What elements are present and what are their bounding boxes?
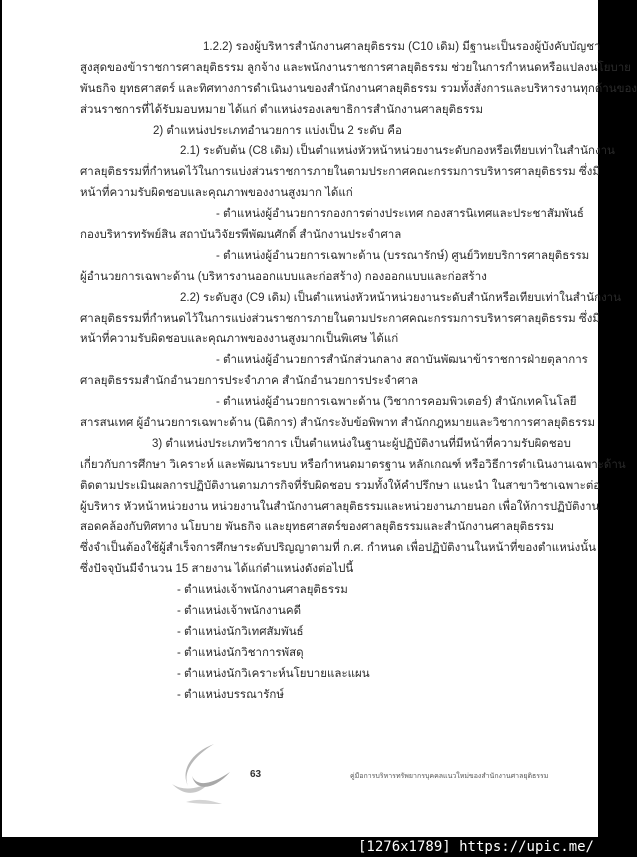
list-item: - ตำแหน่งนักวิเคราะห์นโยบายและแผน [177, 667, 370, 680]
page-number: 63 [250, 769, 262, 780]
image-watermark: [1276x1789] https://upic.me/ [357, 839, 594, 855]
paragraph-line: 1.2.2) รองผู้บริหารสำนักงานศาลยุติธรรม (C10 เดิม) มีฐานะเป็นรองผู้บังคับบัญชา [203, 41, 601, 53]
list-item: - ตำแหน่งเจ้าพนักงานศาลยุติธรรม [177, 584, 348, 597]
paragraph-line: 2.2) ระดับสูง (C9 เดิม) เป็นตำแหน่งหัวหน้าหน่วยงานระดับสำนักหรือเทียบเท่าในสำนักงาน [180, 291, 622, 304]
paragraph-line: เกี่ยวกับการศึกษา วิเคราะห์ และพัฒนาระบบ หรือกำหนดมาตรฐาน หลักเกณฑ์ หรือวิธีการดำเนินงานเฉพาะด้าน [80, 458, 626, 471]
paragraph-line: หน้าที่ความรับผิดชอบและคุณภาพของงานสูงมาก ได้แก่ [80, 187, 353, 200]
paragraph-line: 2.1) ระดับต้น (C8 เดิม) เป็นตำแหน่งหัวหน้าหน่วยงานระดับกองหรือเทียบเท่าในสำนักงาน [180, 145, 615, 158]
list-item: - ตำแหน่งนักวิเทศสัมพันธ์ [177, 625, 304, 638]
paragraph-line: - ตำแหน่งผู้อำนวยการเฉพาะด้าน (วิชาการคอมพิวเตอร์) สำนักเทคโนโลยี [216, 396, 577, 409]
paragraph-line: ซึ่งปัจจุบันมีจำนวน 15 สายงาน ได้แก่ตำแหน่งดังต่อไปนี้ [80, 563, 354, 576]
list-item: - ตำแหน่งนักวิชาการพัสดุ [177, 646, 304, 659]
paragraph-line: - ตำแหน่งผู้อำนวยการกองการต่างประเทศ กองสารนิเทศและประชาสัมพันธ์ [216, 208, 584, 221]
paragraph-line: สอดคล้องกับทิศทาง นโยบาย พันธกิจ และยุทธศาสตร์ของศาลยุติธรรมและสำนักงานศาลยุติธรรม [80, 521, 555, 534]
section-heading: 3) ตำแหน่งประเภทวิชาการ เป็นตำแหน่งในฐานะผู้ปฏิบัติงานที่มีหน้าที่ความรับผิดชอบ [152, 437, 571, 450]
paragraph-line: พันธกิจ ยุทธศาสตร์ และทิศทางการดำเนินงานของสำนักงานศาลยุติธรรม รวมทั้งสั่งการและบริหารงานทุกด้านของ [80, 82, 637, 95]
paragraph-line: ผู้อำนวยการเฉพาะด้าน (บริหารงานออกแบบและก่อสร้าง) กองออกแบบและก่อสร้าง [80, 270, 487, 283]
paragraph-line: ติดตามประเมินผลการปฏิบัติงานตามภารกิจที่รับผิดชอบ รวมทั้งให้คำปรึกษา แนะนำ ในสาขาวิชาเฉพาะต่อ [80, 479, 601, 492]
paragraph-line: ศาลยุติธรรมที่กำหนดไว้ในการแบ่งส่วนราชการภายในตามประกาศคณะกรรมการบริหารศาลยุติธรรม ซึ่งมี [80, 166, 600, 179]
document-page [2, 0, 637, 837]
paragraph-line: - ตำแหน่งผู้อำนวยการเฉพาะด้าน (บรรณารักษ์) ศูนย์วิทยบริการศาลยุติธรรม [216, 249, 590, 262]
swoosh-logo-icon [170, 742, 232, 804]
paragraph-line: สูงสุดของข้าราชการศาลยุติธรรม ลูกจ้าง และพนักงานราชการศาลยุติธรรม ช่วยในการกำหนดหรือแปลงนโยบาย [80, 61, 631, 74]
paragraph-line: - ตำแหน่งผู้อำนวยการสำนักส่วนกลาง สถาบันพัฒนาข้าราชการฝ่ายตุลาการ [216, 354, 588, 367]
list-item: - ตำแหน่งเจ้าพนักงานคดี [177, 605, 302, 618]
section-heading: 2) ตำแหน่งประเภทอำนวยการ แบ่งเป็น 2 ระดับ คือ [153, 124, 402, 137]
body-text [80, 37, 637, 706]
paragraph-line: ซึ่งจำเป็นต้องใช้ผู้สำเร็จการศึกษาระดับปริญญาตามที่ ก.ศ. กำหนด เพื่อปฏิบัติงานในหน้าที่ของตำแหน่งนั้น [80, 542, 596, 555]
paragraph-line: หน้าที่ความรับผิดชอบและคุณภาพของงานสูงมากเป็นพิเศษ ได้แก่ [80, 333, 399, 346]
paragraph-line: สารสนเทศ ผู้อำนวยการเฉพาะด้าน (นิติการ) สำนักระงับข้อพิพาท สำนักกฎหมายและวิชาการศาลยุติธรรม [80, 417, 596, 430]
list-item: - ตำแหน่งบรรณารักษ์ [177, 688, 284, 701]
paragraph-line: ผู้บริหาร หัวหน้าหน่วยงาน หน่วยงานในสำนักงานศาลยุติธรรมและหน่วยงานภายนอก เพื่อให้การปฏิบัติงาน [80, 500, 600, 513]
paragraph-line: ส่วนราชการที่ได้รับมอบหมาย ได้แก่ ตำแหน่งรองเลขาธิการสำนักงานศาลยุติธรรม [80, 103, 484, 116]
paragraph-line: กองบริหารทรัพย์สิน สถาบันวิจัยรพีพัฒนศักดิ์ สำนักงานประจำศาล [80, 229, 402, 242]
footer-title: คู่มือการบริหารทรัพยากรบุคคลแนวใหม่ของสำนักงานศาลยุติธรรม [350, 773, 549, 780]
paragraph-line: ศาลยุติธรรมสำนักอำนวยการประจำภาค สำนักอำนวยการประจำศาล [80, 375, 419, 388]
paragraph-line: ศาลยุติธรรมที่กำหนดไว้ในการแบ่งส่วนราชการภายในตามประกาศคณะกรรมการบริหารศาลยุติธรรม ซึ่งมี [80, 312, 600, 325]
